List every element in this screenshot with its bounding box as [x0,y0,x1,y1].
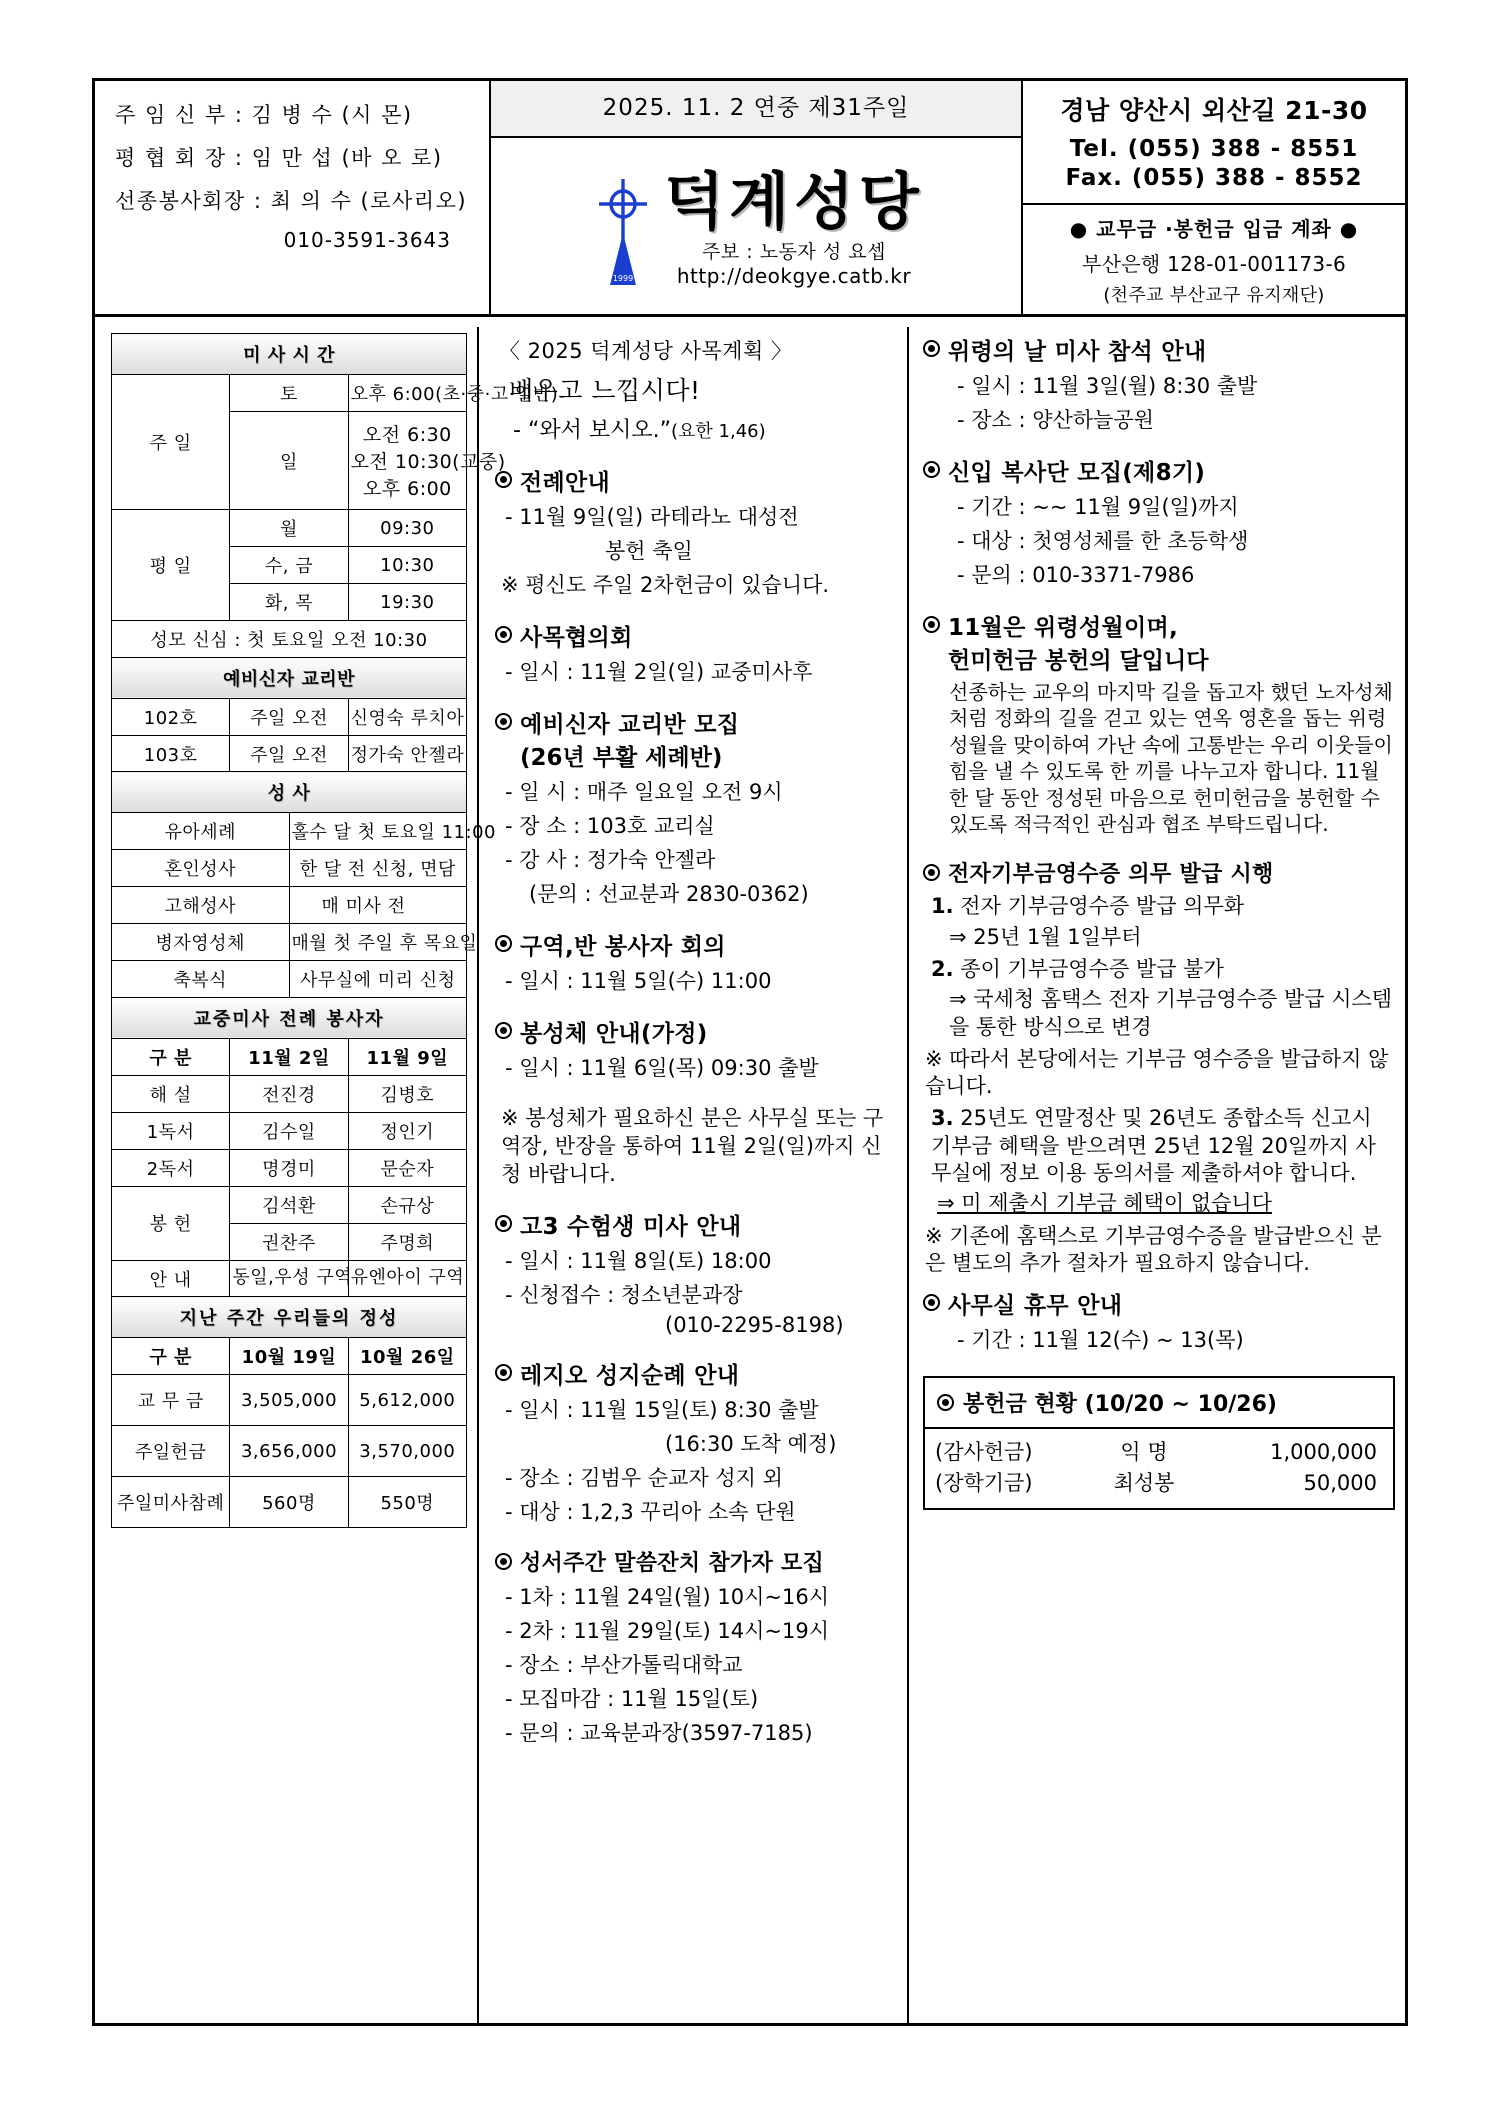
svg-text:1999: 1999 [613,274,634,283]
announcement-title-text: 예비신자 교리반 모집 [520,712,740,738]
offering-name-2: 최성봉 [1113,1470,1175,1495]
announcement-item [495,1208,899,1337]
volunteer-guide-role: 안 내 [112,1260,230,1297]
receipt-title-text: 전자기부금영수증 의무 발급 시행 [948,862,1274,888]
church-address: 경남 양산시 외산길 21-30 [1060,96,1368,125]
bullet-icon [495,1364,512,1381]
verse-reference: (요한 1,46) [671,421,766,442]
last-week-v1-2: 3,656,000 [230,1426,348,1477]
volunteer-guide-d1: 동일,우성 구역 [230,1260,348,1297]
weekday-time-1: 09:30 [348,510,466,547]
announcement-line: - 대상 : 1,2,3 꾸리아 소속 단원 [505,1500,796,1525]
masthead-title-block [491,81,1023,314]
bullet-icon [495,1022,512,1039]
last-week-col-label: 구 분 [112,1338,230,1375]
bulletin-patron: 주보 : 노동자 성 요셉 [702,240,886,263]
office-closure-line: - 기간 : 11월 12(수) ~ 13(목) [957,1328,1244,1353]
announcement-line: - 1차 : 11월 24일(월) 10시~16시 [505,1585,829,1610]
office-closure-item [923,1287,1395,1354]
bullet-icon [923,461,940,478]
volunteer-offering-role: 봉 헌 [112,1186,230,1260]
announcement-line: - 일 시 : 매주 일요일 오전 9시 [505,780,783,804]
november-month-item [923,609,1395,837]
november-body: 선종하는 교우의 마지막 길을 돕고자 했던 노자성체처럼 정화의 길을 걷고 있는 연옥 영혼을 돕는 위령성월을 맞이하여 가난 속에 고통받는 우리 이웃들이 힘을 낼 수 있도록 한 끼를 나누고자 합니다. 11월 한 달 동안 정성된 마음으로 헌미헌금을 봉헌할 수 있도록 적극적인 관심과 협조 부탁드립니다. [949,680,1393,836]
church-fax: Fax. (055) 388 - 8552 [1065,165,1363,191]
middle-column [477,327,909,2023]
table-row [112,1149,467,1186]
announcement-item [495,464,899,599]
announcement-line: - 일시 : 11월 15일(토) 8:30 출발 [505,1398,819,1423]
announcement-title-text: 레지오 성지순례 안내 [520,1363,740,1390]
volunteers-title: 교중미사 전례 봉사자 [112,997,467,1038]
announcement-line: ※ 평신도 주일 2차헌금이 있습니다. [501,573,830,597]
sacraments-title: 성 사 [112,772,467,813]
announcement-line: - 2차 : 11월 29일(토) 14시~19시 [505,1619,829,1644]
last-week-label-2: 주일헌금 [112,1426,230,1477]
announcement-title [923,333,1395,366]
volunteers-table [111,997,467,1298]
announcement-item [923,333,1395,434]
announcement-line: (010-2295-8198) [665,1313,844,1338]
announcement-line: - 모집마감 : 11월 15일(토) [505,1687,759,1712]
bullet-icon [937,1394,954,1411]
masthead-staff [95,81,491,314]
list-item [935,1468,1383,1498]
bulletin-page [92,78,1408,2026]
last-week-date-2: 10월 26일 [348,1338,466,1375]
announcement-item [495,1357,899,1526]
bullet-icon [495,935,512,952]
volunteer-offering-d2-2: 주명희 [348,1223,466,1260]
sacrament-info-1: 홀수 달 첫 토요일 11:00 [289,813,467,850]
last-week-date-1: 10월 19일 [230,1338,348,1375]
announcement-line: - 기간 : ~~ 11월 9일(일)까지 [957,495,1239,519]
mass-schedule-title: 미 사 시 간 [112,334,467,375]
last-week-v1-1: 3,505,000 [230,1375,348,1426]
sunday-time-1: 오전 6:30 [362,424,452,446]
last-week-title: 지난 주간 우리들의 정성 [112,1297,467,1338]
marian-devotion-footer: 성모 신심 : 첫 토요일 오전 10:30 [112,621,467,658]
sacrament-name-2: 혼인성사 [112,850,290,887]
bullet-icon [495,471,512,488]
announcement-item [923,454,1395,589]
sunday-time-2: 오전 10:30(교중) [350,451,506,473]
announcement-item [495,1015,899,1082]
masthead [95,81,1405,317]
catechism-time-2: 주일 오전 [230,735,348,772]
announcement-line: - 장소 : 양산하늘공원 [957,408,1154,432]
volunteer-role-1: 해 설 [112,1075,230,1112]
sacrament-info-3: 매 미사 전 [289,887,467,924]
volunteer-role-2: 1독서 [112,1112,230,1149]
announcement-line: - 대상 : 첫영성체를 한 초등학생 [957,529,1249,553]
offering-status-header [925,1378,1393,1429]
church-logo-row [491,138,1021,314]
funeral-service-chair-line: 선종봉사회장 : 최 의 수 (로사리오) [115,189,468,213]
volunteer-role-3: 2독서 [112,1149,230,1186]
staff-phone: 010-3591-3643 [283,228,451,252]
announcement-line: - 일시 : 11월 5일(수) 11:00 [505,969,772,993]
office-closure-title-text: 사무실 휴무 안내 [948,1293,1123,1320]
announcement-line: - 강 사 : 정가숙 안젤라 [505,848,716,872]
receipt-text: 전자 기부금영수증 발급 의무화 [960,894,1245,919]
offering-name-1: 익 명 [1120,1440,1168,1465]
bank-foundation: (천주교 부산교구 유지재단) [1103,285,1325,306]
announcement-title-text: 성서주간 말씀잔치 참가자 모집 [520,1551,825,1577]
volunteer-d2-3: 문순자 [348,1149,466,1186]
weekday-day-1: 월 [230,510,348,547]
offering-kind-1: (감사헌금) [935,1440,1033,1465]
bullet-icon [495,626,512,643]
contact-block [1023,81,1405,205]
receipt-note: ※ 기존에 홈택스로 기부금영수증을 발급받으신 분은 별도의 추가 절차가 필요하지 않습니다. [925,1223,1382,1275]
church-name-block [664,165,924,288]
mass-schedule-table [111,333,559,658]
sacrament-info-5: 사무실에 미리 신청 [289,961,467,998]
announcement-title-text: 고3 수험생 미사 안내 [520,1214,742,1241]
volunteer-d2-2: 정인기 [348,1112,466,1149]
sacrament-name-4: 병자영성체 [112,924,290,961]
church-name: 덕계성당 [664,165,924,239]
list-item [935,1437,1383,1467]
volunteers-date-2: 11월 9일 [348,1038,466,1075]
announcement-title-text: 봉성체 안내(가정) [520,1021,708,1047]
weekday-day-3: 화, 목 [230,584,348,621]
pastoral-plan-header: 〈 2025 덕계성당 사목계획 〉 [499,339,793,363]
catechism-time-1: 주일 오전 [230,698,348,735]
volunteer-d2-1: 김병호 [348,1075,466,1112]
catechism-title: 예비신자 교리반 [112,657,467,698]
last-week-label-1: 교 무 금 [112,1375,230,1426]
receipt-item [923,857,1395,1277]
announcement-title [495,1015,899,1048]
sacrament-name-3: 고해성사 [112,887,290,924]
last-week-v2-1: 5,612,000 [348,1375,466,1426]
offering-kind-2: (장학기금) [935,1470,1033,1495]
announcement-title-text: 신입 복사단 모집(제8기) [948,460,1206,486]
bullet-icon [923,616,940,633]
announcement-title [495,1357,899,1390]
november-title [923,609,1395,642]
bullet-icon [495,713,512,730]
verse-dash: - [513,418,521,443]
receipt-arrow-underlined: ⇒ 미 제출시 기부금 혜택이 없습니다 [937,1191,1272,1216]
bulletin-date: 2025. 11. 2 연중 제31주일 [491,81,1021,138]
receipt-arrow: ⇒ 국세청 홈택스 전자 기부금영수증 발급 시스템을 통한 방식으로 변경 [949,987,1393,1039]
sacrament-info-2: 한 달 전 신청, 면담 [289,850,467,887]
announcement-title-text: 전례안내 [520,470,611,496]
volunteer-guide-d2: 유엔아이 구역 [348,1260,466,1297]
announcement-line: - 장소 : 부산가톨릭대학교 [505,1653,743,1678]
announcement-title-text: 사목협의회 [520,625,633,651]
weekday-time-2: 10:30 [348,547,466,584]
announcement-subtitle: (26년 부활 세례반) [520,745,723,771]
bullet-icon [495,1215,512,1232]
catechism-room-1: 102호 [112,698,230,735]
announcement-title-text: 위령의 날 미사 참석 안내 [948,339,1207,365]
announcement-item [495,1546,899,1747]
announcement-item [495,619,899,686]
communion-note: ※ 봉성체가 필요하신 분은 사무실 또는 구역장, 반장을 통하여 11월 2일(일)까지 신청 바랍니다. [501,1106,884,1187]
weekday-group-label: 평 일 [112,510,230,621]
announcement-line: - 일시 : 11월 8일(토) 18:00 [505,1249,772,1274]
announcement-line: (16:30 도착 예정) [665,1432,837,1457]
pastoral-plan-verse [513,413,899,444]
offering-status-title: 봉헌금 현황 (10/20 ~ 10/26) [963,1392,1277,1418]
receipt-num: 2. [931,956,954,981]
announcement-line: - 문의 : 010-3371-7986 [957,563,1195,587]
weekday-time-3: 19:30 [348,584,466,621]
announcement-line: - 장 소 : 103호 교리실 [505,814,715,838]
church-tel: Tel. (055) 388 - 8551 [1069,136,1359,162]
office-closure-title [923,1287,1395,1320]
bullet-icon [923,340,940,357]
table-row [112,1075,467,1112]
receipt-text: 25년도 연말정산 및 26년도 종합소득 신고시 기부금 혜택을 받으려면 25년 12월 20일까지 사무실에 정보 이용 동의서를 제출하셔야 합니다. [931,1106,1376,1186]
volunteer-offering-d2-1: 손규상 [348,1186,466,1223]
sacraments-table [111,771,496,998]
bank-block [1023,205,1405,314]
announcement-title [495,1546,899,1577]
november-title-line1: 11월은 위령성월이며, [948,615,1179,641]
announcement-line: 봉헌 축일 [605,539,693,563]
bank-account: 부산은행 128-01-001173-6 [1082,252,1346,276]
bullet-icon [495,1553,512,1570]
offering-status-rows [925,1429,1393,1508]
catechism-room-2: 103호 [112,735,230,772]
right-column [909,327,1405,2023]
pastor-line: 주 임 신 부 : 김 병 수 (시 몬) [115,103,413,127]
volunteer-d1-1: 전진경 [230,1075,348,1112]
table-row [112,1260,467,1297]
announcement-line: - 일시 : 11월 6일(목) 09:30 출발 [505,1056,819,1080]
table-row [112,1112,467,1149]
catechism-teacher-2: 정가숙 안젤라 [348,735,466,772]
sunday-time-3: 오후 6:00 [362,478,452,500]
announcement-title [923,454,1395,487]
receipt-line [931,893,1395,920]
table-row [112,1426,467,1477]
bullet-icon [923,864,940,881]
pastoral-plan-slogan: 배우고 느낍시다! [509,376,701,405]
announcement-title [495,928,899,961]
announcement-line: - 신청접수 : 청소년분과장 [505,1283,743,1308]
volunteer-offering-d1-1: 김석환 [230,1186,348,1223]
table-row [112,1477,467,1528]
volunteer-d1-3: 명경미 [230,1149,348,1186]
volunteers-col-label: 구 분 [112,1038,230,1075]
announcement-title [495,619,899,652]
catechism-teacher-1: 신영숙 루치아 [348,698,466,735]
sacrament-name-5: 축복식 [112,961,290,998]
left-column [95,327,559,2023]
receipt-arrow: ⇒ 25년 1월 1일부터 [949,924,1142,949]
catechism-table [111,657,467,773]
receipt-text: 종이 기부금영수증 발급 불가 [960,956,1224,981]
announcement-line: - 장소 : 김범우 순교자 성지 외 [505,1466,783,1491]
last-week-table [111,1296,467,1528]
last-week-label-3: 주일미사참례 [112,1477,230,1528]
last-week-v1-3: 560명 [230,1477,348,1528]
sunday-group-label: 주 일 [112,375,230,510]
offering-amount-2: 50,000 [1303,1470,1377,1495]
weekday-day-2: 수, 금 [230,547,348,584]
receipt-title [923,857,1395,888]
receipt-line [931,1105,1395,1187]
volunteers-date-1: 11월 2일 [230,1038,348,1075]
announcement-item [495,928,899,995]
saturday-time: 오후 6:00(초·중·고·일반) [348,375,466,412]
announcement-line: - 문의 : 교육분과장(3597-7185) [505,1721,813,1746]
receipt-line [931,956,1395,983]
masthead-contact [1023,81,1405,314]
announcement-line: - 11월 9일(일) 라테라노 대성전 [505,505,799,529]
receipt-num: 1. [931,894,954,919]
last-week-v2-3: 550명 [348,1477,466,1528]
announcement-title [495,1208,899,1241]
announcement-title [495,464,899,497]
table-row [112,1375,467,1426]
receipt-note: ※ 따라서 본당에서는 기부금 영수증을 발급하지 않습니다. [925,1046,1389,1099]
announcement-title-text: 구역,반 봉사자 회의 [520,934,726,960]
saturday-label: 토 [230,375,348,412]
content-columns [95,317,1405,2023]
announcement-item [495,706,899,908]
bank-heading: ● 교무금 ·봉헌금 입금 계좌 ● [1069,217,1359,241]
council-chair-line: 평 협 회 장 : 임 만 섭 (바 오 로) [115,146,443,170]
november-title-line2: 헌미헌금 봉헌의 달입니다 [948,648,1209,674]
church-website[interactable]: http://deokgye.catb.kr [676,263,912,288]
offering-status-box [923,1376,1395,1510]
bullet-icon [923,1294,940,1311]
verse-text: “와서 보시오.” [527,418,671,443]
last-week-v2-2: 3,570,000 [348,1426,466,1477]
announcement-line: - 일시 : 11월 3일(월) 8:30 출발 [957,374,1258,398]
sunday-times [348,412,506,510]
announcement-title [495,706,899,739]
announcement-line: (문의 : 선교분과 2830-0362) [529,882,809,906]
volunteer-offering-d1-2: 권찬주 [230,1223,348,1260]
receipt-num: 3. [931,1106,954,1131]
sunday-label: 일 [230,412,348,510]
offering-amount-1: 1,000,000 [1270,1440,1377,1465]
sacrament-info-4: 매월 첫 주일 후 목요일 [289,924,467,961]
sacrament-name-1: 유아세례 [112,813,290,850]
announcement-line: - 일시 : 11월 2일(일) 교중미사후 [505,660,813,684]
cross-logo-icon [588,173,658,291]
volunteer-d1-2: 김수일 [230,1112,348,1149]
table-row [112,1186,467,1223]
